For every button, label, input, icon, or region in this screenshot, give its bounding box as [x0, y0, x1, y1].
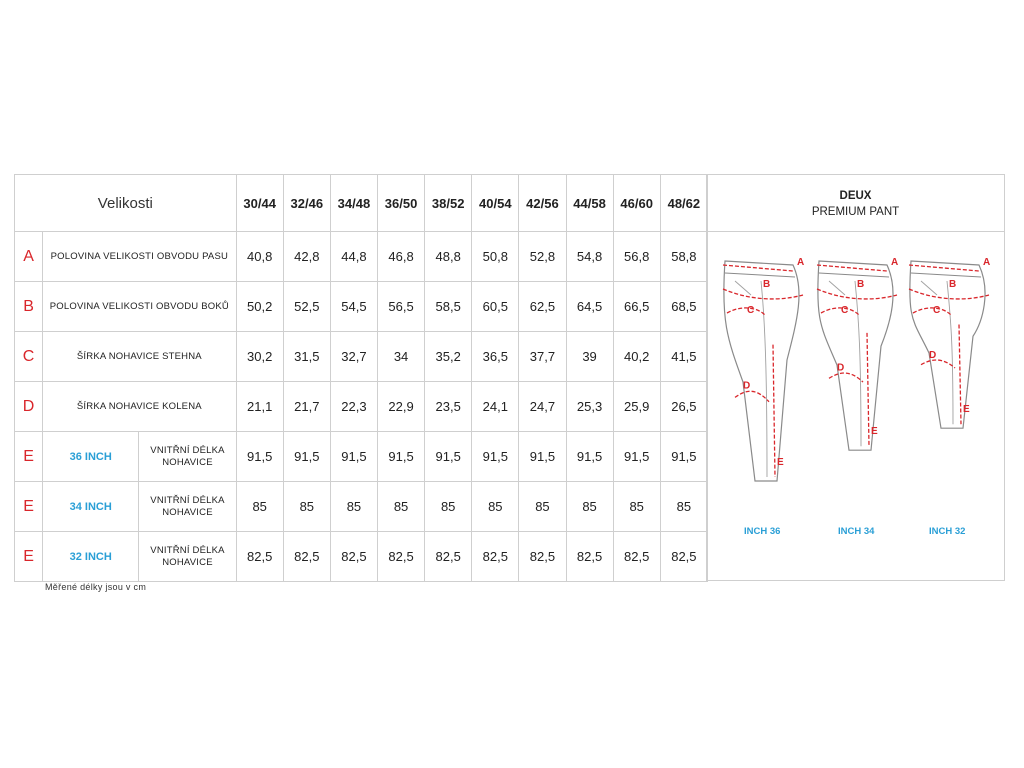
table-cell: 58,8	[660, 232, 707, 282]
inseam-inch: 34 INCH	[43, 482, 139, 532]
size-column-header: 46/60	[613, 175, 660, 232]
table-cell: 62,5	[519, 282, 566, 332]
table-cell: 85	[472, 482, 519, 532]
size-label-header: Velikosti	[15, 175, 237, 232]
table-cell: 85	[330, 482, 377, 532]
measure-description: ŠÍRKA NOHAVICE KOLENA	[43, 382, 237, 432]
marker-b: B	[949, 279, 957, 290]
table-row	[15, 532, 708, 582]
table-cell: 24,7	[519, 382, 566, 432]
table-cell: 91,5	[330, 432, 377, 482]
table-row	[15, 432, 708, 482]
figure-title	[707, 188, 1004, 220]
table-cell: 56,5	[378, 282, 425, 332]
table-cell: 66,5	[613, 282, 660, 332]
marker-b: B	[763, 279, 771, 290]
size-column-header: 30/44	[236, 175, 283, 232]
marker-e: E	[963, 404, 970, 416]
table-cell: 32,7	[330, 332, 377, 382]
measure-description: POLOVINA VELIKOSTI OBVODU PASU	[43, 232, 237, 282]
table-cell: 82,5	[378, 532, 425, 582]
table-cell: 36,5	[472, 332, 519, 382]
table-cell: 40,2	[613, 332, 660, 382]
inseam-inch: 36 INCH	[43, 432, 139, 482]
table-cell: 85	[660, 482, 707, 532]
table-cell: 25,9	[613, 382, 660, 432]
inch-34-label: INCH 34	[838, 526, 875, 537]
table-cell: 48,8	[425, 232, 472, 282]
table-cell: 37,7	[519, 332, 566, 382]
figure-panel	[706, 174, 1005, 581]
marker-d: D	[837, 362, 845, 374]
table-cell: 82,5	[519, 532, 566, 582]
table-cell: 85	[566, 482, 613, 532]
marker-c: C	[841, 305, 849, 316]
table-cell: 60,5	[472, 282, 519, 332]
table-cell: 46,8	[378, 232, 425, 282]
table-cell: 82,5	[613, 532, 660, 582]
table-cell: 85	[236, 482, 283, 532]
table-row	[15, 482, 708, 532]
measure-description: VNITŘNÍ DÉLKA NOHAVICE	[139, 432, 236, 482]
table-cell: 21,1	[236, 382, 283, 432]
footnote: Měřené délky jsou v cm	[45, 582, 147, 592]
table-cell: 56,8	[613, 232, 660, 282]
table-row	[15, 232, 708, 282]
inch-36-label: INCH 36	[744, 526, 781, 537]
marker-d: D	[743, 380, 751, 392]
table-cell: 91,5	[566, 432, 613, 482]
measure-letter: E	[15, 482, 43, 532]
table-row	[15, 382, 708, 432]
table-cell: 82,5	[330, 532, 377, 582]
table-cell: 35,2	[425, 332, 472, 382]
table-cell: 64,5	[566, 282, 613, 332]
table-cell: 50,2	[236, 282, 283, 332]
inseam-inch: 32 INCH	[43, 532, 139, 582]
table-cell: 85	[425, 482, 472, 532]
marker-c: C	[933, 305, 941, 316]
table-cell: 91,5	[472, 432, 519, 482]
size-column-header: 34/48	[330, 175, 377, 232]
measure-letter: B	[15, 282, 43, 332]
measure-letter: A	[15, 232, 43, 282]
table-cell: 41,5	[660, 332, 707, 382]
size-column-header: 42/56	[519, 175, 566, 232]
table-cell: 91,5	[519, 432, 566, 482]
table-cell: 91,5	[660, 432, 707, 482]
size-column-header: 44/58	[566, 175, 613, 232]
table-cell: 42,8	[283, 232, 330, 282]
table-cell: 31,5	[283, 332, 330, 382]
table-cell: 85	[519, 482, 566, 532]
pants-illustration	[707, 247, 1006, 517]
table-cell: 91,5	[425, 432, 472, 482]
measure-description: VNITŘNÍ DÉLKA NOHAVICE	[139, 482, 236, 532]
table-cell: 40,8	[236, 232, 283, 282]
table-cell: 91,5	[378, 432, 425, 482]
inch-32-label: INCH 32	[929, 526, 966, 537]
marker-a: A	[797, 257, 805, 268]
table-cell: 52,8	[519, 232, 566, 282]
table-cell: 44,8	[330, 232, 377, 282]
figure-divider	[707, 231, 1004, 232]
size-chart	[14, 174, 1006, 582]
marker-b: B	[857, 279, 865, 290]
measure-letter: C	[15, 332, 43, 382]
table-cell: 54,5	[330, 282, 377, 332]
size-column-header: 40/54	[472, 175, 519, 232]
table-cell: 34	[378, 332, 425, 382]
table-cell: 21,7	[283, 382, 330, 432]
measure-letter: E	[15, 432, 43, 482]
size-column-header: 36/50	[378, 175, 425, 232]
marker-a: A	[891, 257, 899, 268]
table-cell: 82,5	[236, 532, 283, 582]
size-column-header: 48/62	[660, 175, 707, 232]
table-cell: 85	[613, 482, 660, 532]
size-table	[14, 174, 708, 582]
table-cell: 82,5	[283, 532, 330, 582]
marker-a: A	[983, 257, 991, 268]
marker-c: C	[747, 305, 755, 316]
table-cell: 52,5	[283, 282, 330, 332]
table-cell: 91,5	[236, 432, 283, 482]
table-cell: 24,1	[472, 382, 519, 432]
table-cell: 82,5	[425, 532, 472, 582]
measure-description: ŠÍRKA NOHAVICE STEHNA	[43, 332, 237, 382]
table-cell: 22,9	[378, 382, 425, 432]
table-cell: 85	[283, 482, 330, 532]
table-row	[15, 282, 708, 332]
measure-description: POLOVINA VELIKOSTI OBVODU BOKŮ	[43, 282, 237, 332]
measure-letter: E	[15, 532, 43, 582]
product-name: PREMIUM PANT	[811, 206, 900, 218]
size-column-header: 38/52	[425, 175, 472, 232]
table-row	[15, 332, 708, 382]
measure-letter: D	[15, 382, 43, 432]
table-cell: 82,5	[660, 532, 707, 582]
brand-name: DEUX	[839, 190, 872, 202]
size-column-header: 32/46	[283, 175, 330, 232]
table-cell: 91,5	[283, 432, 330, 482]
measure-description: VNITŘNÍ DÉLKA NOHAVICE	[139, 532, 236, 582]
table-cell: 82,5	[566, 532, 613, 582]
table-cell: 25,3	[566, 382, 613, 432]
table-body	[15, 232, 708, 582]
table-cell: 23,5	[425, 382, 472, 432]
table-cell: 26,5	[660, 382, 707, 432]
table-cell: 30,2	[236, 332, 283, 382]
marker-d: D	[929, 349, 937, 361]
table-cell: 91,5	[613, 432, 660, 482]
table-cell: 54,8	[566, 232, 613, 282]
table-cell: 82,5	[472, 532, 519, 582]
table-cell: 39	[566, 332, 613, 382]
marker-e: E	[871, 426, 878, 438]
header-row	[15, 175, 708, 232]
table-cell: 22,3	[330, 382, 377, 432]
marker-e: E	[777, 457, 784, 468]
table-cell: 58,5	[425, 282, 472, 332]
table-cell: 85	[378, 482, 425, 532]
table-cell: 50,8	[472, 232, 519, 282]
table-cell: 68,5	[660, 282, 707, 332]
